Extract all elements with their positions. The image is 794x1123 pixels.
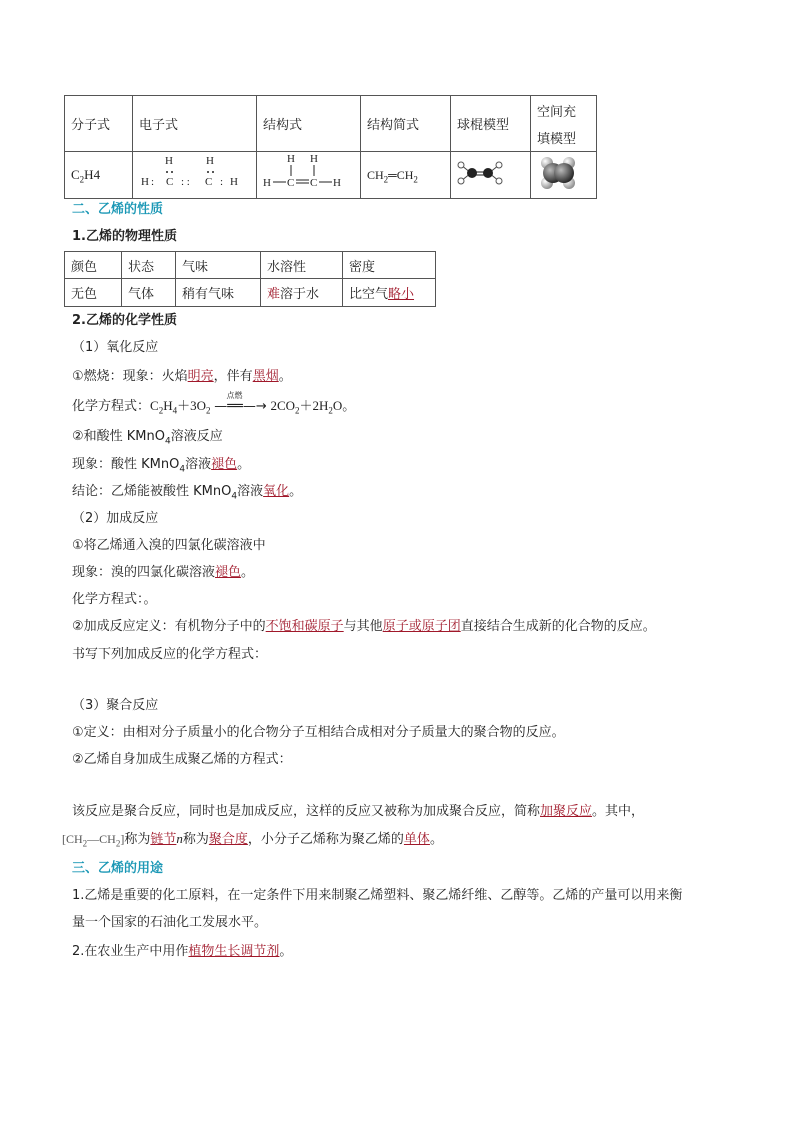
ball-stick-model-image	[451, 152, 529, 194]
burn-eq-co2: 2CO	[270, 398, 296, 413]
oxidation-title: （1）氧化反应	[72, 340, 159, 355]
kmno4-concl-prefix: 结论：乙烯能被酸性 KMnO	[72, 484, 232, 499]
burn-eq-o-sub: 2	[205, 405, 211, 416]
svg-text:H: H	[230, 176, 238, 188]
kmno4-phenom-end: 。	[237, 457, 251, 472]
burn-prefix: ①燃烧：现象：火焰	[72, 369, 188, 384]
structural-formula-cell	[257, 152, 361, 199]
svg-text:H: H	[141, 176, 149, 188]
burn-end: 。	[278, 369, 292, 384]
add-def-end: 直接结合生成新的化合物的反应。	[460, 619, 656, 634]
svg-text:H: H	[206, 155, 214, 167]
kmno4-title-sub: 4	[165, 436, 171, 447]
poly-units-answer-monomer: 单体	[403, 832, 430, 847]
use-two-line	[72, 940, 292, 959]
svg-text:C: C	[310, 177, 318, 189]
svg-text:H: H	[333, 177, 341, 189]
kmno4-phenom-prefix: 现象：酸性 KMnO	[72, 457, 180, 472]
polymer-units-line	[62, 828, 443, 847]
add-phenom-answer: 褪色	[215, 565, 242, 580]
header-solubility: 水溶性	[261, 252, 343, 279]
burn-eq-h-sub: 4	[172, 405, 178, 416]
add-def-answer-atoms: 原子或原子团	[382, 619, 461, 634]
poly-units-p2: 称为	[182, 832, 209, 847]
ball-stick-model-cell	[451, 152, 531, 199]
physical-properties-title: 1.乙烯的物理性质	[72, 229, 177, 244]
kmno4-phenomenon-line	[72, 453, 251, 475]
addition-title: （2）加成反应	[72, 511, 159, 526]
chain-unit-formula: $[CH_2—CH_2]$	[62, 832, 125, 849]
burn-eq-rhs	[270, 398, 356, 416]
header-molecular-formula: 分子式	[65, 96, 133, 152]
burn-eq-lhs: $C_2H_4+3O_2$	[150, 398, 211, 416]
kmno4-phenom-sub: 4	[179, 464, 186, 475]
chain-unit-sub-2: 2	[115, 838, 121, 849]
use-two-end: 。	[279, 944, 293, 959]
burn-eq-label: 化学方程式：	[72, 399, 151, 414]
burn-eq-h2o-sub: 2	[328, 405, 333, 416]
structural-formula-diagram	[257, 152, 359, 194]
space-filling-model-image	[531, 152, 595, 194]
value-smell: 稍有气味	[176, 279, 261, 307]
electron-formula-diagram	[133, 152, 255, 194]
condensed-double-bond: ═	[388, 167, 397, 182]
ethylene-structure-table	[64, 95, 597, 199]
condensed-ch-1: CH	[367, 167, 384, 182]
header-state: 状态	[122, 252, 176, 279]
header-smell: 气味	[176, 252, 261, 279]
burning-line	[72, 365, 292, 384]
electron-formula-cell	[133, 152, 257, 199]
header-structural-formula: 结构式	[257, 96, 361, 152]
condensed-formula-cell	[361, 152, 451, 199]
section-three-heading: 三、乙烯的用途	[72, 861, 164, 876]
chain-unit-ch-2: —CH	[87, 832, 116, 846]
condensed-sub-1: 2	[383, 173, 389, 184]
burn-eq-end: O。	[332, 398, 356, 413]
solubility-answer: 难	[267, 287, 281, 302]
addition-write-line: 书写下列加成反应的化学方程式：	[72, 647, 268, 662]
burn-eq-arrow: 点燃 —══—→	[214, 391, 267, 414]
kmno4-phenom-mid: 溶液	[185, 457, 212, 472]
poly-units-p1: 称为	[124, 832, 151, 847]
burning-equation-line	[72, 391, 356, 416]
polymerization-title: （3）聚合反应	[72, 698, 159, 713]
section-two-heading: 二、乙烯的性质	[72, 202, 164, 217]
poly-units-answer-degree: 聚合度	[208, 832, 248, 847]
condensed-sub-2: 2	[413, 173, 418, 184]
poly-units-p3: ，小分子乙烯称为聚乙烯的	[247, 832, 404, 847]
use-one-line-1: 1.乙烯是重要的化工原料，在一定条件下用来制聚乙烯塑料、聚乙烯纤维、乙醇等。乙烯的产量可以用来衡	[72, 888, 683, 903]
header-density: 密度	[343, 252, 436, 279]
density-answer: 略小	[388, 287, 415, 302]
polymerization-definition: ①定义：由相对分子质量小的化合物分子互相结合成相对分子质量大的聚合物的反应。	[72, 725, 565, 740]
svg-text:H: H	[287, 153, 295, 165]
burn-eq-c-sub: 2	[158, 405, 164, 416]
add-phenom-prefix: 现象：溴的四氯化碳溶液	[72, 565, 216, 580]
poly-units-end: 。	[429, 832, 443, 847]
svg-text:C: C	[166, 176, 174, 188]
add-def-prefix: ②加成反应定义：有机物分子中的	[72, 619, 266, 634]
physical-properties-table	[64, 251, 436, 307]
formula-c-sub: 2	[79, 174, 85, 185]
svg-text::: :	[151, 176, 155, 188]
burn-answer-bright: 明亮	[187, 369, 214, 384]
molecular-formula-cell	[65, 152, 133, 199]
use-one-line-2: 量一个国家的石油化工发展水平。	[72, 915, 268, 930]
condensed-ch-2: CH	[396, 167, 414, 182]
kmno4-phenom-answer: 褪色	[211, 457, 238, 472]
use-two-answer: 植物生长调节剂	[188, 944, 280, 959]
svg-text:H: H	[165, 155, 173, 167]
addition-phenomenon-line	[72, 561, 254, 580]
header-space-filling-model	[531, 96, 597, 152]
poly-units-n: n	[176, 831, 183, 846]
poly-note-answer: 加聚反应	[540, 804, 593, 819]
svg-text:C: C	[287, 177, 295, 189]
kmno4-concl-end: 。	[289, 484, 303, 499]
header-color: 颜色	[65, 252, 122, 279]
solubility-rest: 溶于水	[280, 287, 320, 302]
poly-units-answer-unit: 链节	[150, 832, 177, 847]
burn-eq-condition: 点燃	[226, 391, 243, 400]
use-two-prefix: 2.在农业生产中用作	[72, 944, 189, 959]
burn-answer-smoke: 黑烟	[252, 369, 279, 384]
burn-eq-c: C	[150, 398, 159, 413]
formula-h: H	[84, 167, 94, 182]
formula-c: C	[71, 167, 80, 182]
space-filling-model-cell	[531, 152, 597, 199]
svg-text:: :: : :	[181, 176, 190, 188]
burn-mid: ，伴有	[213, 369, 253, 384]
header-electron-formula: 电子式	[133, 96, 257, 152]
add-def-answer-carbon: 不饱和碳原子	[265, 619, 344, 634]
svg-text:H: H	[310, 153, 318, 165]
add-def-mid: 与其他	[343, 619, 383, 634]
polymerization-note-line	[72, 800, 644, 819]
value-state: 气体	[122, 279, 176, 307]
svg-text:H: H	[263, 177, 271, 189]
density-prefix: 比空气	[349, 287, 389, 302]
kmno4-title-line	[72, 425, 223, 447]
kmno4-title-prefix: ②和酸性 KMnO	[72, 429, 165, 444]
chain-unit-sub-1: 2	[82, 838, 88, 849]
header-condensed-formula: 结构简式	[361, 96, 451, 152]
burn-eq-co2-sub: 2	[295, 405, 300, 416]
kmno4-concl-mid: 溶液	[237, 484, 264, 499]
kmno4-conclusion-line	[72, 480, 303, 502]
value-solubility	[261, 279, 343, 307]
burn-eq-h2o: ＋2H	[299, 398, 329, 413]
poly-note-end: 。其中，	[592, 804, 645, 819]
poly-note-prefix: 该反应是聚合反应，同时也是加成反应，这样的反应又被称为加成聚合反应，简称	[72, 804, 541, 819]
add-phenom-end: 。	[241, 565, 255, 580]
kmno4-concl-sub: 4	[231, 491, 238, 502]
kmno4-concl-answer: 氧化	[263, 484, 290, 499]
addition-equation-line: 化学方程式：。	[72, 592, 157, 607]
header-space-filling-line1: 空间充	[537, 104, 577, 120]
formula-h-count: 4	[93, 167, 101, 182]
addition-definition-line	[72, 615, 656, 634]
value-color: 无色	[65, 279, 122, 307]
chain-unit-ch-1: CH	[66, 832, 83, 846]
addition-step-line: ①将乙烯通入溴的四氯化碳溶液中	[72, 538, 266, 553]
header-space-filling-line2: 填模型	[537, 131, 577, 147]
value-density	[343, 279, 436, 307]
kmno4-title-end: 溶液反应	[170, 429, 223, 444]
chemical-properties-title: 2.乙烯的化学性质	[72, 313, 177, 328]
svg-text:C: C	[205, 176, 213, 188]
svg-text::: :	[220, 176, 224, 188]
header-ball-stick-model: 球棍模型	[451, 96, 531, 152]
polymerization-equation-line: ②乙烯自身加成生成聚乙烯的方程式：	[72, 752, 292, 767]
